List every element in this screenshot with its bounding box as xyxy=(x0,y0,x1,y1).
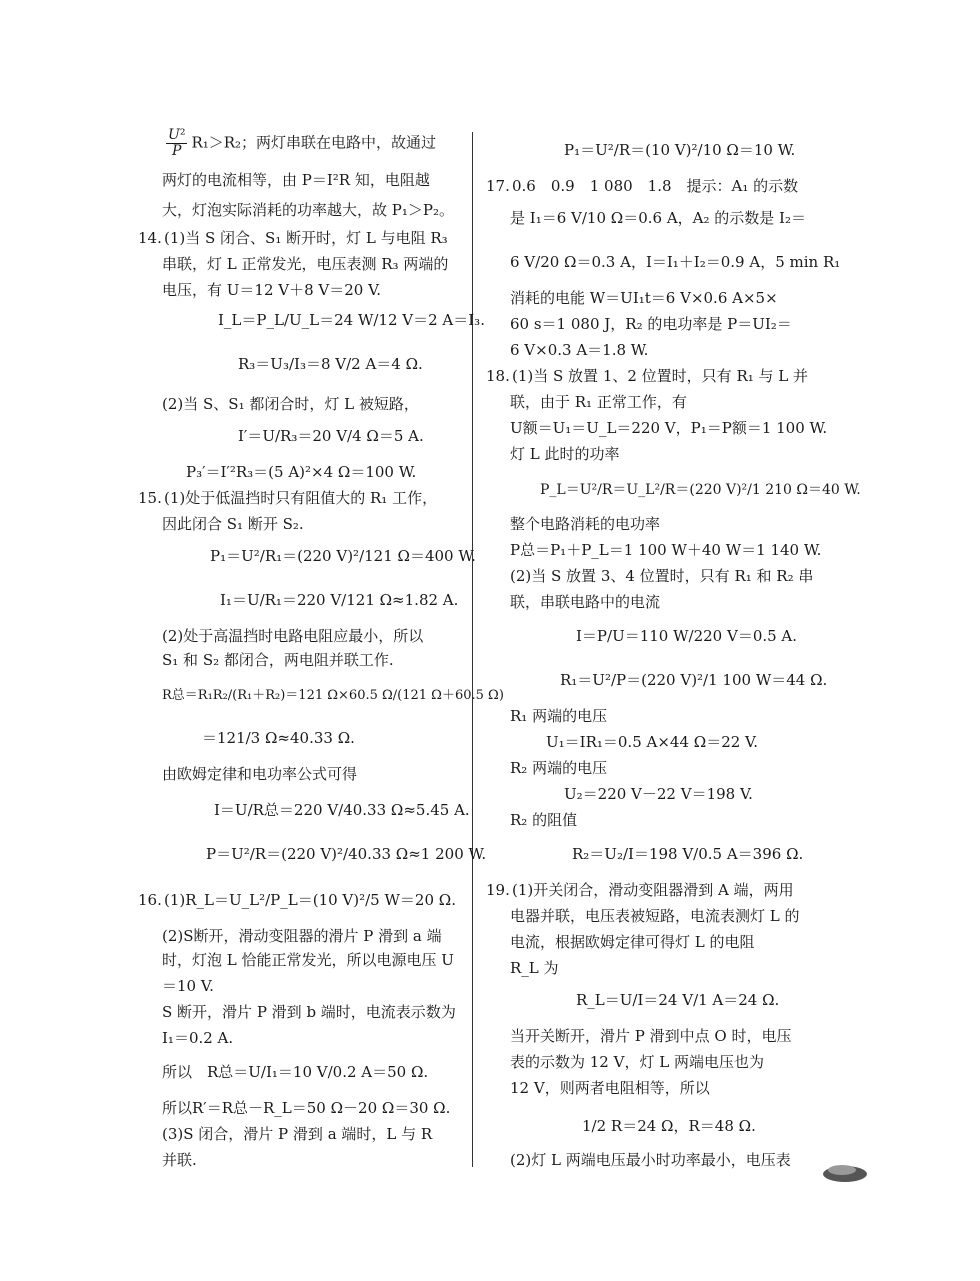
column-divider xyxy=(472,132,473,1167)
text: (1)当 S 闭合、S₁ 断开时，灯 L 与电阻 R₃ xyxy=(164,229,448,247)
text-line: 电流，根据欧姆定律可得灯 L 的电阻 xyxy=(510,933,755,951)
text-line: 所以R′＝R总－R_L＝50 Ω－20 Ω＝30 Ω. xyxy=(162,1099,451,1117)
formula: I＝P/U＝110 W/220 V＝0.5 A. xyxy=(576,627,798,645)
formula: R₃＝U₃/I₃＝8 V/2 A＝4 Ω. xyxy=(238,355,423,373)
text-line: 因此闭合 S₁ 断开 S₂. xyxy=(162,515,304,533)
text-line: 12 V，则两者电阻相等，所以 xyxy=(510,1079,710,1097)
text-line: (2)处于高温挡时电路电阻应最小，所以 xyxy=(162,627,424,645)
text-line: 电压，有 U＝12 V＋8 V＝20 V. xyxy=(162,281,382,299)
text-line: (3)S 闭合，滑片 P 滑到 a 端时，L 与 R xyxy=(162,1125,433,1143)
formula: 1/2 R＝24 Ω，R＝48 Ω. xyxy=(582,1117,756,1135)
text: (1)当 S 放置 1、2 位置时，只有 R₁ 与 L 并 xyxy=(512,367,809,385)
text: R₁＞R₂；两灯串联在电路中，故通过 xyxy=(191,133,437,152)
text-line: R₂ 两端的电压 xyxy=(510,759,608,777)
formula: I′＝U/R₃＝20 V/4 Ω＝5 A. xyxy=(238,427,424,445)
text-line: P总＝P₁＋P_L＝1 100 W＋40 W＝1 140 W. xyxy=(510,541,822,559)
formula: P_L＝U²/R＝U_L²/R＝(220 V)²/1 210 Ω＝40 W. xyxy=(540,482,861,498)
text-line: 表的示数为 12 V，灯 L 两端电压也为 xyxy=(510,1053,764,1071)
text-line: 大，灯泡实际消耗的功率越大，故 P₁＞P₂。 xyxy=(162,201,454,219)
page-corner-ornament-icon xyxy=(820,1158,870,1182)
text-line: R₁ 两端的电压 xyxy=(510,707,608,725)
question-number: 16. xyxy=(138,891,162,909)
text-line: I₁＝0.2 A. xyxy=(162,1029,234,1047)
question-14 xyxy=(138,228,448,248)
question-number: 14. xyxy=(138,229,162,247)
question-17 xyxy=(486,176,798,196)
formula: (1)R_L＝U_L²/P_L＝(10 V)²/5 W＝20 Ω. xyxy=(164,891,456,909)
text-line: 6 V×0.3 A＝1.8 W. xyxy=(510,341,649,359)
text-line: 当开关断开，滑片 P 滑到中点 O 时，电压 xyxy=(510,1027,792,1045)
text-line: 整个电路消耗的电功率 xyxy=(510,515,661,533)
text-line: (2)当 S、S₁ 都闭合时，灯 L 被短路， xyxy=(162,395,419,413)
question-number: 18. xyxy=(486,367,510,385)
formula: P₁＝U²/R＝(10 V)²/10 Ω＝10 W. xyxy=(564,141,796,159)
formula: R总＝R₁R₂/(R₁＋R₂)＝121 Ω×60.5 Ω/(121 Ω＋60.5 Ω) xyxy=(162,688,504,703)
text: (1)处于低温挡时只有阻值大的 R₁ 工作， xyxy=(164,489,438,507)
formula: R₁＝U²/P＝(220 V)²/1 100 W＝44 Ω. xyxy=(560,671,828,689)
text-line: R₂ 的阻值 xyxy=(510,811,578,829)
text-line: 60 s＝1 080 J，R₂ 的电功率是 P＝UI₂＝ xyxy=(510,315,792,333)
formula: U₁＝IR₁＝0.5 A×44 Ω＝22 V. xyxy=(546,733,759,751)
formula: 所以 R总＝U/I₁＝10 V/0.2 A＝50 Ω. xyxy=(162,1063,429,1081)
formula: P₁＝U²/R₁＝(220 V)²/121 Ω＝400 W. xyxy=(210,547,476,565)
question-19 xyxy=(486,880,794,900)
formula: P＝U²/R＝(220 V)²/40.33 Ω≈1 200 W. xyxy=(206,845,487,863)
question-18 xyxy=(486,366,808,386)
text-line: 消耗的电能 W＝UI₁t＝6 V×0.6 A×5× xyxy=(510,289,778,307)
formula: R_L＝U/I＝24 V/1 A＝24 Ω. xyxy=(576,991,780,1009)
question-number: 17. xyxy=(486,177,510,195)
text-line: 由欧姆定律和电功率公式可得 xyxy=(162,765,358,783)
text-line: S 断开，滑片 P 滑到 b 端时，电流表示数为 xyxy=(162,1003,456,1021)
text-line: 电器并联，电压表被短路，电流表测灯 L 的 xyxy=(510,907,800,925)
text-line: 是 I₁＝6 V/10 Ω＝0.6 A，A₂ 的示数是 I₂＝ xyxy=(510,209,806,227)
formula: I_L＝P_L/U_L＝24 W/12 V＝2 A＝I₃. xyxy=(218,311,485,329)
text-line: ＝10 V. xyxy=(162,977,214,995)
question-number: 15. xyxy=(138,489,162,507)
text-line: (2)当 S 放置 3、4 位置时，只有 R₁ 和 R₂ 串 xyxy=(510,567,814,585)
text-line: 联，串联电路中的电流 xyxy=(510,593,661,611)
formula: ＝121/3 Ω≈40.33 Ω. xyxy=(202,729,355,747)
text-line: 并联. xyxy=(162,1151,197,1169)
question-15 xyxy=(138,488,437,508)
text: (1)开关闭合，滑动变阻器滑到 A 端，两用 xyxy=(512,881,794,899)
text-line xyxy=(138,128,436,159)
formula: U₂＝220 V－22 V＝198 V. xyxy=(564,785,753,803)
formula: P₃′＝I′²R₃＝(5 A)²×4 Ω＝100 W. xyxy=(186,463,417,481)
text: 0.6 0.9 1 080 1.8 提示：A₁ 的示数 xyxy=(512,177,799,195)
formula: R₂＝U₂/I＝198 V/0.5 A＝396 Ω. xyxy=(572,845,804,863)
text-line: 灯 L 此时的功率 xyxy=(510,445,620,463)
text-line: 6 V/20 Ω＝0.3 A，I＝I₁＋I₂＝0.9 A，5 min R₁ xyxy=(510,253,841,271)
text-line: (2)S断开，滑动变阻器的滑片 P 滑到 a 端 xyxy=(162,927,442,945)
text-line: 串联，灯 L 正常发光，电压表测 R₃ 两端的 xyxy=(162,255,449,273)
text-line: (2)灯 L 两端电压最小时功率最小，电压表 xyxy=(510,1151,791,1169)
text-line: R_L 为 xyxy=(510,959,559,977)
formula: I＝U/R总＝220 V/40.33 Ω≈5.45 A. xyxy=(214,801,470,819)
question-number: 19. xyxy=(486,881,510,899)
text-line: 两灯的电流相等，由 P＝I²R 知，电阻越 xyxy=(162,171,430,189)
fraction: $\frac{\text{U²}}{P}$ xyxy=(168,127,186,159)
text-line: 时，灯泡 L 恰能正常发光，所以电源电压 U xyxy=(162,951,454,969)
text-line: U额＝U₁＝U_L＝220 V，P₁＝P额＝1 100 W. xyxy=(510,419,828,437)
text-line: S₁ 和 S₂ 都闭合，两电阻并联工作. xyxy=(162,651,394,669)
question-16 xyxy=(138,890,456,910)
text-line: 联，由于 R₁ 正常工作，有 xyxy=(510,393,687,411)
formula: I₁＝U/R₁＝220 V/121 Ω≈1.82 A. xyxy=(220,591,459,609)
